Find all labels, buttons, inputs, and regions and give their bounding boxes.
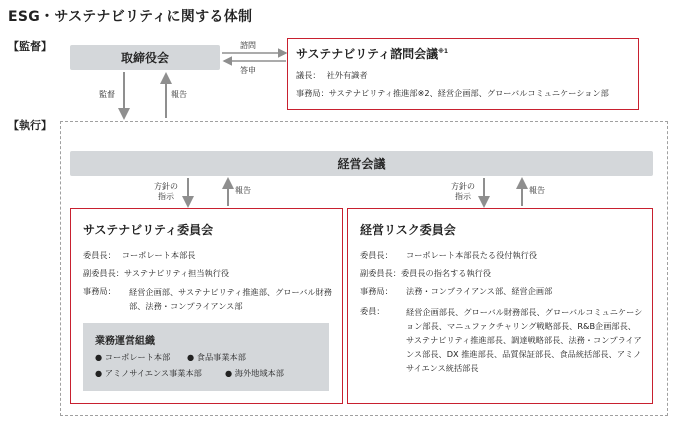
board-label: 取締役会 xyxy=(120,51,169,65)
risk-row-value: 委員長の指名する執行役 xyxy=(400,268,492,278)
council-secretariat-row xyxy=(296,87,636,99)
council-secretariat-label: 事務局： xyxy=(296,88,329,98)
sus-row-value: コーポレート本部長 xyxy=(121,250,196,260)
council-chair-value: 社外有識者 xyxy=(326,70,368,80)
sus-row-label: 委員長： xyxy=(83,250,116,260)
operations-group-box xyxy=(83,323,329,391)
operations-item: ● コーポレート本部 xyxy=(95,352,171,362)
risk-row-value: コーポレート本部長たる役付執行役 xyxy=(406,250,538,260)
label-inquiry: 諮問 xyxy=(240,41,256,50)
label-report-left: 報告 xyxy=(235,186,251,195)
council-chair-row xyxy=(296,69,368,81)
risk-row-label: 委員長： xyxy=(360,250,393,260)
section-execution: 【執行】 xyxy=(8,119,52,132)
risk-row-label: 副委員長： xyxy=(360,268,401,278)
council-note-mark: ※1 xyxy=(438,48,449,55)
sustainability-advisory-council-box xyxy=(287,38,639,110)
label-report-board: 報告 xyxy=(171,90,187,99)
sus-row-label: 事務局： xyxy=(83,286,116,296)
label-report-back: 答申 xyxy=(240,66,256,75)
council-title: サステナビリティ諮問会議$^{※1}$ xyxy=(296,47,449,61)
label-direction-right: 方針の 指示 xyxy=(451,182,475,201)
sus-committee-row xyxy=(83,267,333,279)
risk-committee-box xyxy=(347,208,653,404)
label-report-right: 報告 xyxy=(529,186,545,195)
management-council-box xyxy=(70,151,653,176)
operations-item: ● アミノサイエンス事業本部 xyxy=(95,368,202,378)
sus-committee-row xyxy=(83,249,333,261)
risk-row-label: 委員： xyxy=(360,306,385,316)
sustainability-committee-box xyxy=(70,208,343,404)
risk-row-value: 経営企画部長、グローバル財務部長、グローバルコミュニケーション部長、マニュファクチャリング戦略部長、R&B企画部長、サステナビリティ推進部長、調達戦略部長、法務・コンプライアンス部長、DX 推進部長、品質保証部長、食品統括部長、アミノサイエンス統括部長 xyxy=(406,307,643,373)
operations-group-title: 業務運営組織 xyxy=(95,336,155,347)
sus-row-value: 経営企画部、サステナビリティ推進部、グローバル財務部、法務・コンプライアンス部 xyxy=(129,287,332,311)
management-council-label: 経営会議 xyxy=(337,157,386,171)
sus-committee-row xyxy=(83,285,333,313)
council-chair-label: 議長： xyxy=(296,70,321,80)
label-supervise: 監督 xyxy=(99,90,115,99)
risk-row-value: 法務・コンプライアンス部、経営企画部 xyxy=(406,286,553,296)
operations-item: ● 海外地域本部 xyxy=(225,368,284,378)
sus-committee-title: サステナビリティ委員会 xyxy=(83,223,214,237)
page-title: ESG・サステナビリティに関する体制 xyxy=(8,9,253,25)
council-secretariat-value: サステナビリティ推進部※2、経営企画部、グローバルコミュニケーション部 xyxy=(328,88,609,98)
risk-committee-row xyxy=(360,267,646,279)
sus-row-value: サステナビリティ担当執行役 xyxy=(123,268,230,278)
section-supervision: 【監督】 xyxy=(8,40,52,53)
risk-committee-row xyxy=(360,249,646,261)
sus-row-label: 副委員長： xyxy=(83,268,124,278)
risk-committee-title: 経営リスク委員会 xyxy=(360,223,456,237)
risk-committee-row xyxy=(360,285,646,297)
label-direction-left: 方針の 指示 xyxy=(154,182,178,201)
risk-committee-row xyxy=(360,305,644,375)
risk-row-label: 事務局： xyxy=(360,286,393,296)
operations-item: ● 食品事業本部 xyxy=(187,352,246,362)
